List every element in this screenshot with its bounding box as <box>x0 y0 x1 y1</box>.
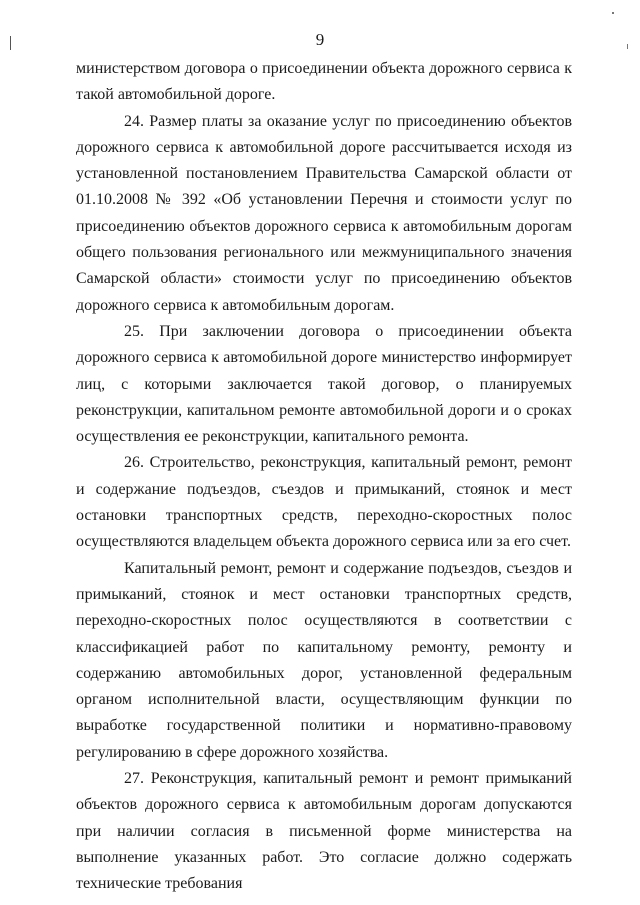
paragraph-continuation: министерством договора о присоединении объекта дорожного сервиса к такой автомобильной дороге. <box>76 60 572 104</box>
paragraph-27: 27. Реконструкция, капитальный ремонт и ремонт примыканий объектов дорожного сервиса к автомобильным дорогам допускаются при наличии согласия в письменной форме министерства на выполнение указанных работ. Это согласие должно содержать технические требования <box>76 770 572 893</box>
page-number: 9 <box>315 30 325 49</box>
paragraph-26: 26. Строительство, реконструкция, капитальный ремонт, ремонт и содержание подъездов, съездов и примыканий, стоянок и мест остановки транспортных средств, переходно-скоростных полос осуществляются владельцем объекта дорожного сервиса или за его счет. <box>76 454 572 551</box>
scan-artifact-right-top <box>612 12 614 14</box>
paragraph-26-continued: Капитальный ремонт, ремонт и содержание подъездов, съездов и примыканий, стоянок и мест остановки транспортных средств, переходно-скоростных полос осуществляются в соответствии с классификацией работ по капитальному ремонту, ремонту и содержанию автомобильных дорог, установленной федеральным органом исполнительной власти, осуществляющим функции по выработке государственной политики и нормативно-правовому регулированию в сфере дорожного хозяйства. <box>76 559 572 761</box>
paragraph-24: 24. Размер платы за оказание услуг по присоединению объектов дорожного сервиса к автомобильной дороге рассчитывается исходя из установленной постановлением Правительства Самарской области от 01.10.2008 № 392 «Об установлении Перечня и стоимости услуг по присоединению объектов дорожного сервиса к автомобильным дорогам общего пользования регионального или межмуниципального значения Самарской области» стоимости услуг по присоединению объектов дорожного сервиса к автомобильным дорогам. <box>76 112 572 314</box>
paragraph-25: 25. При заключении договора о присоединении объекта дорожного сервиса к автомобильной дороге министерство информирует лиц, с которыми заключается такой договор, о планируемых реконструкции, капитальном ремонте автомобильной дороги и о сроках осуществления ее реконструкции, капитального ремонта. <box>76 322 572 446</box>
body-text <box>76 56 572 898</box>
